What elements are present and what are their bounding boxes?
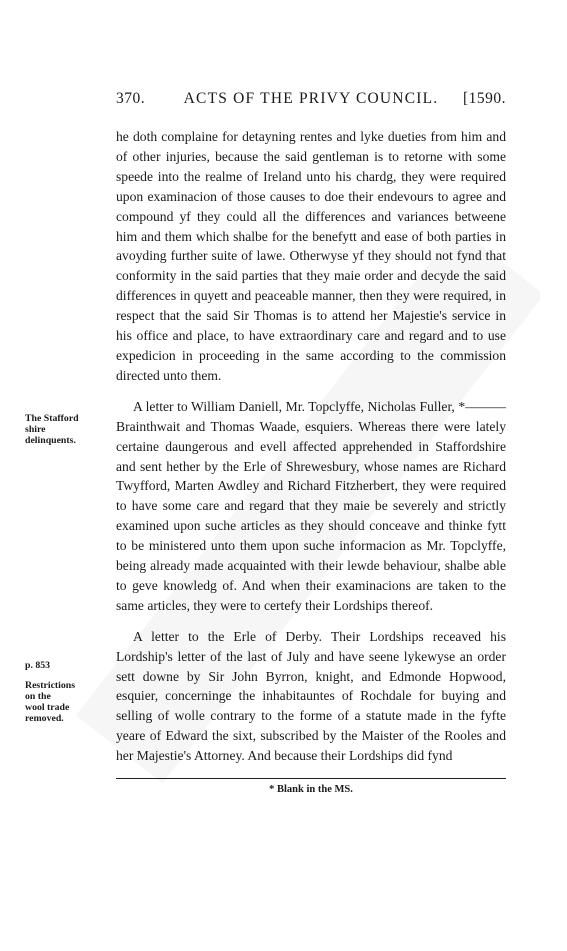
paragraph-derby-letter: A letter to the Erle of Derby. Their Lordships receaved his Lordship's letter of the last of July and have seene lykewyse an order sett downe by Sir John Byrron, knight, and Edmonde Hopwood, esquier, concerninge the inhabitauntes of Rochdale for buying and selling of wolle contrary to the forme of a statute made in the fyfte yeare of Edward the sixt, subscribed by the Maister of the Rooles and her Majestie's Attorney. And because their Lordships did fynd [116, 628, 506, 764]
running-title: ACTS OF THE PRIVY COUNCIL. [183, 90, 439, 107]
page-number: 370. [116, 90, 146, 107]
footnote: * Blank in the MS. [269, 784, 353, 795]
margin-note-page-ref: p. 853 [25, 660, 51, 671]
main-text [116, 127, 506, 766]
margin-note-wool: Restrictions on the wool trade removed. [25, 680, 76, 724]
paragraph-stafford-letter: A letter to William Daniell, Mr. Topclyffe, Nicholas Fuller, *——— Brainthwait and Thomas Waade, esquiers. Whereas there were lately certaine daungerous and evell affected apprehended in Staffordshire and sent hether by the Erle of Shrewesbury, whose names are Richard Twyfford, Marten Awdley and Richard Fitzherbert, they were required to have some care and regard that they maie be severely and strictly examined upon suche articles as they should conceave and thinke fytt to be ministered unto them upon suche informacion as Mr. Topclyffe, being already made acquainted with their lewde behaviour, shalbe able to geve knowledg of. And when their examinacions are taken to the same articles, they were to certefy their Lordships thereof. [116, 398, 506, 613]
margin-note-stafford: The Stafford shire delinquents. [25, 413, 79, 446]
running-header [116, 90, 506, 112]
paragraph-continued: he doth complaine for detayning rentes and lyke dueties from him and of other injuries, because the said gentleman is to retorne with some speede into the realme of Ireland unto his chardg, they were required upon examinacion of those causes to doe their endevours to agree and compound yf they could all the differences and variances betweene him and them which shalbe for the benefytt and ease of both parties in avoyding further suite of lawe. Otherwyse yf they should not fynd that conformity in the said parties that they maie order and decyde the said differences in quyett and peaceable manner, then they were required, in respect that the said Sir Thomas is to attend her Majestie's service in his office and place, to have extraordinary care and regard and to use expedicion in proceeding in the same according to the commission directed unto them. [116, 129, 506, 383]
header-year: [1590. [462, 90, 506, 107]
footnote-rule [116, 778, 506, 779]
